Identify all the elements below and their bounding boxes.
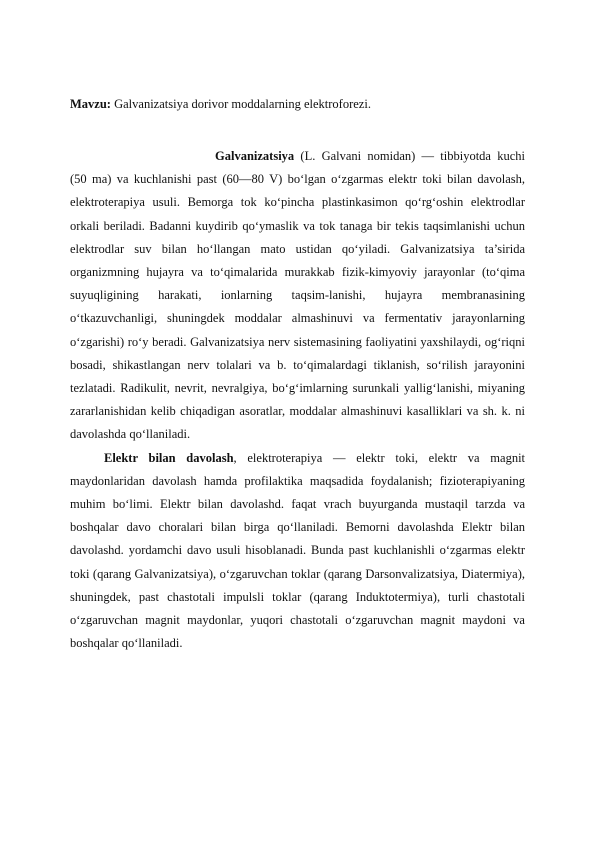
paragraph-elektr-bilan-davolash [70,447,525,656]
document-body [70,145,525,655]
topic-text: Galvanizatsiya dorivor moddalarning elektroforezi. [110,97,371,111]
topic-label: Mavzu: [70,97,111,111]
paragraph-term: Galvanizatsiya [215,149,295,163]
paragraph-term: Elektr bilan davolash [104,450,234,465]
paragraph-galvanizatsiya [70,145,525,447]
topic-line [70,96,530,112]
paragraph-text: (L. Galvani nomidan) — tibbiyotda kuchi (50 ma) va kuchlanishi past (60—80 V) bo‘lgan o‘zgarmas elektr toki bilan davolash, elektroterapiya usuli. Bemorga tok ko‘pincha plastinkasimon qo‘rg‘oshin elektrodlar orkali beriladi. Badanni kuydirib qo‘ymaslik va tok tanaga bir tekis taqsimlanishi uchun elektrodlar suv bilan ho‘llangan mato ustidan qo‘yiladi. Galvanizatsiya ta’sirida organizmning hujayra va to‘qimalarida murakkab fizik-kimyoviy jarayonlar (to‘qima suyuqligining harakati, ionlarning taqsim-lanishi, hujayra membranasining o‘tkazuvchanligi, shuningdek moddalar almashinuvi va fermentativ jarayonlarning o‘zgarishi) ro‘y beradi. Galvanizatsiya nerv sistemasining faoliyatini yaxshilaydi, og‘riqni bosadi, shikastlangan nerv tolalari va b. to‘qimalardagi tiklanish, so‘rilish jarayonini tezlatadi. Radikulit, nevrit, nevralgiya, bo‘g‘imlarning surunkali yallig‘lanishi, miyaning zararlanishidan kelib chiqadigan asoratlar, moddalar almashinuvi kasalliklari va sh. k. ni davolashda qo‘llaniladi. [70,149,525,442]
paragraph-text: , elektroterapiya — elektr toki, elektr va magnit maydonlaridan davolash hamda profilaktika maqsadida foydalanish; fizioterapiyaning muhim bo‘limi. Elektr bilan davolashd. faqat vrach buyurganda mustaqil tarzda va boshqalar davo choralari bilan birga qo‘llaniladi. Bemorni davolashda Elektr bilan davolashd. yordamchi davo usuli hisoblanadi. Bunda past kuchlanishli o‘zgarmas elektr toki (qarang Galvanizatsiya), o‘zgaruvchan toklar (qarang Darsonvalizatsiya, Diatermiya), shuningdek, past chastotali impulsli toklar (qarang Induktotermiya), turli chastotali o‘zgaruvchan magnit maydonlar, yuqori chastotali o‘zgaruvchan magnit maydoni va boshqalar qo‘llaniladi. [70,450,526,651]
